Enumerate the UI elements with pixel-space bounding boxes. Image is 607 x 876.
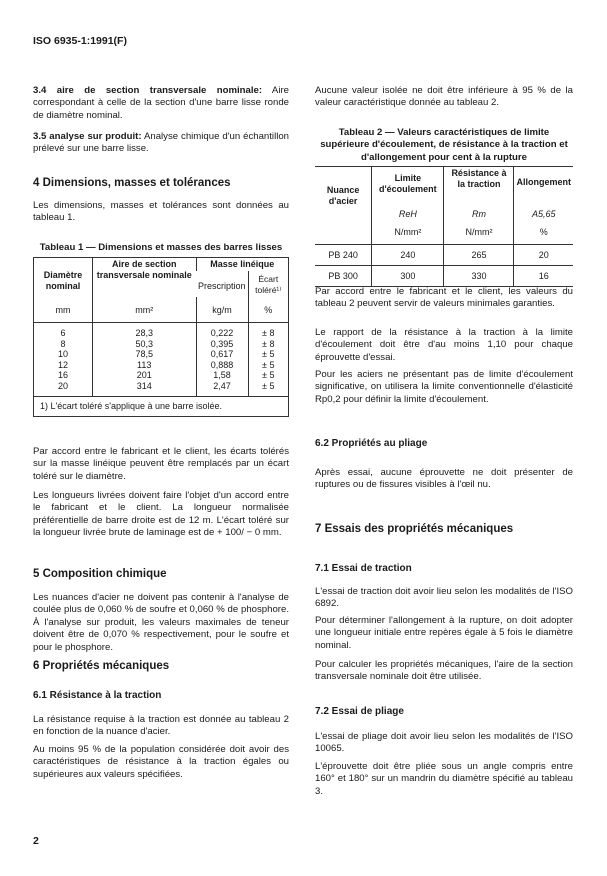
- table-cell: ± 5: [248, 360, 288, 371]
- definition-3-5: [33, 131, 289, 156]
- definition-text: Analyse chimique d'un échantillon prélevé sur une barre lisse.: [33, 131, 290, 155]
- paragraph: Pour les aciers ne présentant pas de limite d'écoulement significative, on utilisera la limite conventionnelle d'élasticité Rp0,2 pour définir la limite d'écoulement.: [315, 369, 573, 405]
- table-cell: 240: [372, 245, 444, 266]
- paragraph: Par accord entre le fabricant et le client, les valeurs du tableau 2 peuvent servir de valeurs minimales garanties.: [315, 286, 573, 310]
- table-2: [315, 127, 573, 287]
- table-cell: 16: [514, 266, 573, 287]
- table-cell: 12: [57, 359, 68, 370]
- term: aire de section transversale nominale:: [56, 85, 263, 96]
- paragraph: Les nuances d'acier ne doivent pas contenir à l'analyse de coulée plus de 0,060 % de soufre et 0,060 % de phosphore. À l'analyse sur produit, les valeurs maximales de teneur doivent être de 0,070 % respectivement, pour le soufre et pour le phosphore.: [33, 592, 289, 653]
- paragraph: L'éprouvette doit être pliée sous un angle compris entre 160° et 180° sur un mandrin du diamètre spécifié au tableau 3.: [315, 761, 573, 797]
- heading-6: 6 Propriétés mécaniques: [33, 660, 170, 672]
- paragraph: Les longueurs livrées doivent faire l'objet d'un accord entre le fabricant et le client. La longueur normalisée préférentielle de barre droite est de 12 m. L'écart toléré sur la longueur livrée brute de laminage est de + 100/ − 0 mm.: [33, 490, 289, 539]
- table-row: [34, 349, 289, 360]
- heading-7-2: 7.2 Essai de pliage: [315, 706, 404, 717]
- table-cell: 10: [57, 349, 68, 360]
- table-caption: Tableau 2 — Valeurs caractéristiques de limite supérieure d'écoulement, de résistance à la traction et d'allongement pour cent à la rupture: [320, 127, 568, 163]
- definition-3-4: [33, 85, 289, 122]
- unit: kg/m: [196, 297, 248, 323]
- col-header: Écart toléré¹⁾: [248, 271, 288, 297]
- table-cell: PB 300: [328, 271, 358, 282]
- col-header: Aire de section transversale nominale: [92, 258, 196, 298]
- symbol: ReH: [372, 208, 444, 221]
- table-1: [33, 242, 289, 417]
- paragraph: La résistance requise à la traction est donnée au tableau 2 en fonction de la nuance d'acier.: [33, 714, 289, 738]
- paragraph: Au moins 95 % de la population considérée doit avoir des caractéristiques de résistance à la traction égales ou supérieures aux valeurs spécifiées.: [33, 744, 289, 780]
- table-cell: 16: [57, 370, 68, 381]
- table-cell: 78,5: [92, 349, 196, 360]
- col-header: Diamètre nominal: [43, 270, 83, 292]
- table-cell: 113: [92, 360, 196, 371]
- clause-number: 3.4: [33, 85, 47, 96]
- page-header: ISO 6935-1:1991(F): [33, 35, 127, 47]
- heading-4: 4 Dimensions, masses et tolérances: [33, 177, 231, 189]
- table-cell: 0,222: [196, 323, 248, 339]
- paragraph: Le rapport de la résistance à la traction à la limite d'écoulement doit être d'au moins 1,10 pour chaque éprouvette d'essai.: [315, 327, 573, 363]
- paragraph: Après essai, aucune éprouvette ne doit présenter de ruptures ou de fissures visibles à l'œil nu.: [315, 467, 573, 491]
- unit: mm: [55, 305, 71, 316]
- table-row: [34, 360, 289, 371]
- heading-6-2: 6.2 Propriétés au pliage: [315, 438, 428, 449]
- col-header: Nuance d'acier: [326, 185, 360, 207]
- table-row: [34, 370, 289, 381]
- unit: mm²: [92, 297, 196, 323]
- paragraph: Pour calculer les propriétés mécaniques, l'aire de la section transversale nominale doit être utilisée.: [315, 659, 573, 683]
- col-header: Limite d'écoulement: [372, 167, 444, 209]
- table: [315, 166, 573, 287]
- col-header: Prescription: [198, 281, 246, 292]
- table-cell: 8: [60, 338, 66, 349]
- symbol: Rm: [444, 208, 514, 221]
- paragraph: Aucune valeur isolée ne doit être inférieure à 95 % de la valeur caractéristique donnée au tableau 2.: [315, 85, 573, 109]
- term: analyse sur produit:: [49, 131, 142, 142]
- table-cell: 0,395: [196, 339, 248, 350]
- table-row: [34, 339, 289, 350]
- paragraph: Pour déterminer l'allongement à la rupture, on doit adopter une longueur initiale entre repères égale à 5 fois le diamètre nominal.: [315, 615, 573, 651]
- table-cell: ± 5: [248, 349, 288, 360]
- table-cell: 201: [92, 370, 196, 381]
- table-row: [34, 381, 289, 397]
- paragraph: Par accord entre le fabricant et le client, les écarts tolérés sur la masse linéique peuvent être remplacés par un écart toléré sur le diamètre.: [33, 446, 289, 482]
- table-cell: ± 8: [248, 323, 288, 339]
- paragraph: L'essai de traction doit avoir lieu selon les modalités de l'ISO 6892.: [315, 586, 573, 610]
- symbol: A5,65: [514, 208, 573, 221]
- table-cell: PB 240: [328, 250, 358, 261]
- paragraph: Les dimensions, masses et tolérances sont données au tableau 1.: [33, 200, 289, 224]
- table-caption: Tableau 1 — Dimensions et masses des barres lisses: [39, 242, 283, 253]
- table-cell: 0,888: [196, 360, 248, 371]
- page-number: 2: [33, 835, 39, 847]
- table-cell: 300: [372, 266, 444, 287]
- unit: N/mm²: [372, 221, 444, 245]
- col-header: Allongement: [514, 167, 573, 209]
- table-row: [315, 266, 573, 287]
- unit: N/mm²: [444, 221, 514, 245]
- table-footnote: 1) L'écart toléré s'applique à une barre isolée.: [40, 401, 223, 412]
- table-cell: 20: [57, 380, 68, 391]
- table-cell: 314: [92, 381, 196, 397]
- table-cell: ± 8: [248, 339, 288, 350]
- table-row: [315, 245, 573, 266]
- heading-5: 5 Composition chimique: [33, 568, 167, 580]
- col-header: Résistance à la traction: [444, 167, 514, 209]
- table-cell: 330: [444, 266, 514, 287]
- heading-6-1: 6.1 Résistance à la traction: [33, 690, 162, 701]
- table-cell: ± 5: [248, 370, 288, 381]
- col-header: Masse linéique: [196, 258, 289, 272]
- table-cell: ± 5: [248, 381, 288, 397]
- table-cell: 6: [60, 328, 66, 339]
- unit: %: [248, 297, 288, 323]
- table-cell: 1,58: [196, 370, 248, 381]
- table-cell: 20: [514, 245, 573, 266]
- unit: %: [514, 221, 573, 245]
- table: [33, 257, 289, 417]
- table-cell: 265: [444, 245, 514, 266]
- table-cell: 50,3: [92, 339, 196, 350]
- table-row: [34, 323, 289, 339]
- heading-7-1: 7.1 Essai de traction: [315, 563, 412, 574]
- heading-7: 7 Essais des propriétés mécaniques: [315, 523, 514, 535]
- clause-number: 3.5: [33, 131, 47, 142]
- table-cell: 28,3: [92, 323, 196, 339]
- definition-text: Aire correspondant à celle de la section d'une barre lisse ronde de diamètre nominal.: [33, 85, 289, 121]
- table-cell: 2,47: [196, 381, 248, 397]
- paragraph: L'essai de pliage doit avoir lieu selon les modalités de l'ISO 10065.: [315, 731, 573, 755]
- table-cell: 0,617: [196, 349, 248, 360]
